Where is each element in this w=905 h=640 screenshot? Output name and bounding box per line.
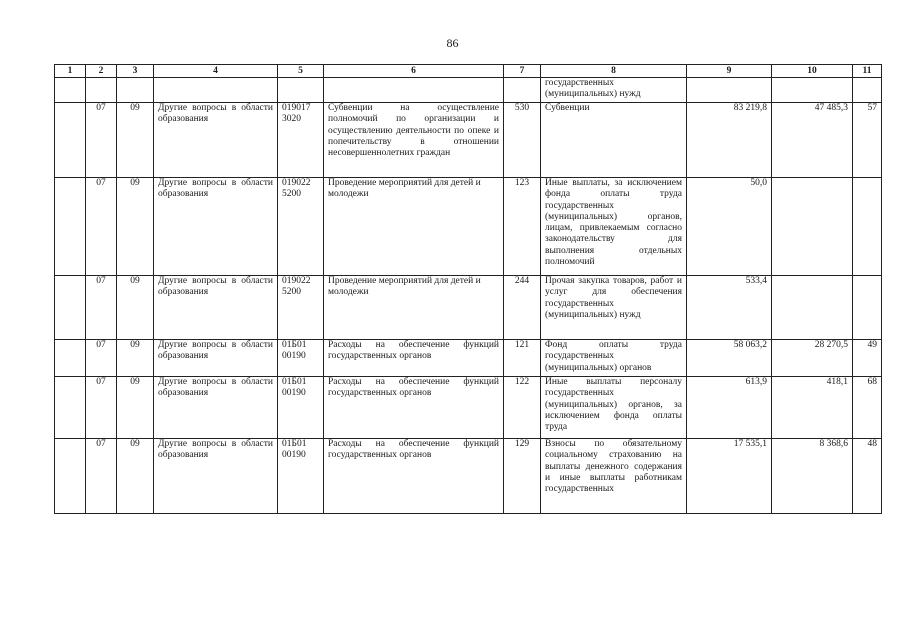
amount-plan-cell: 17 535,1 (687, 439, 772, 514)
section-code-cell: 07 (86, 103, 117, 178)
amount-actual-cell: 28 270,5 (772, 340, 853, 377)
amount-actual-cell (772, 276, 853, 340)
expense-type-cell: государственных (муниципальных) нужд (541, 78, 687, 103)
expense-type-cell: Иные выплаты, за исключением фонда оплаты труда государственных (муниципальных) органов, лицам, привлекаемым согласно законодательству для выполнения отдельных полномочий (541, 178, 687, 276)
amount-actual-cell: 8 368,6 (772, 439, 853, 514)
section-code-cell: 07 (86, 439, 117, 514)
subsection-name-cell: Другие вопросы в области образования (154, 178, 278, 276)
section-code-cell: 07 (86, 178, 117, 276)
table-cell (55, 377, 86, 439)
table-cell (55, 276, 86, 340)
amount-plan-cell: 50,0 (687, 178, 772, 276)
subsection-code-cell: 09 (117, 340, 154, 377)
page-number: 86 (446, 36, 459, 50)
amount-plan-cell: 613,9 (687, 377, 772, 439)
subsection-code-cell: 09 (117, 439, 154, 514)
header-row (55, 65, 882, 78)
col-header: 5 (278, 65, 324, 78)
amount-actual-cell: 47 485,3 (772, 103, 853, 178)
target-article-name-cell: Проведение мероприятий для детей и молодежи (324, 276, 504, 340)
expense-type-cell: Прочая закупка товаров, работ и услуг для обеспечения государственных (муниципальных) нужд (541, 276, 687, 340)
target-article-name-cell: Расходы на обеспечение функций государственных органов (324, 377, 504, 439)
percent-cell: 57 (853, 103, 882, 178)
table-cell (55, 78, 86, 103)
table-cell (772, 78, 853, 103)
percent-cell (853, 276, 882, 340)
expense-type-cell: Взносы по обязательному социальному страхованию на выплаты денежного содержания и иные выплаты работникам государственных (541, 439, 687, 514)
table-cell (853, 78, 882, 103)
col-header: 8 (541, 65, 687, 78)
amount-actual-cell (772, 178, 853, 276)
table-cell (687, 78, 772, 103)
target-article-name-cell: Субвенции на осуществление полномочий по организации и осуществлению деятельности по опеке и попечительству в отношении несовершеннолетних граждан (324, 103, 504, 178)
continuation-row (55, 78, 882, 103)
expense-code-cell: 244 (504, 276, 541, 340)
col-header: 6 (324, 65, 504, 78)
table-row (55, 103, 882, 178)
table-cell (86, 78, 117, 103)
table-row (55, 276, 882, 340)
col-header: 10 (772, 65, 853, 78)
table-row (55, 178, 882, 276)
target-article-cell: 019022 5200 (278, 276, 324, 340)
table-cell (117, 78, 154, 103)
table-cell (55, 103, 86, 178)
expense-code-cell: 122 (504, 377, 541, 439)
target-article-cell: 01Б01 00190 (278, 340, 324, 377)
col-header: 4 (154, 65, 278, 78)
amount-actual-cell: 418,1 (772, 377, 853, 439)
target-article-cell: 01Б01 00190 (278, 377, 324, 439)
col-header: 7 (504, 65, 541, 78)
table-row (55, 439, 882, 514)
target-article-name-cell: Расходы на обеспечение функций государственных органов (324, 439, 504, 514)
budget-table (54, 64, 882, 514)
expense-type-cell: Фонд оплаты труда государственных (муниципальных) органов (541, 340, 687, 377)
target-article-name-cell: Проведение мероприятий для детей и молодежи (324, 178, 504, 276)
expense-code-cell: 123 (504, 178, 541, 276)
col-header: 3 (117, 65, 154, 78)
subsection-name-cell: Другие вопросы в области образования (154, 340, 278, 377)
expense-code-cell: 530 (504, 103, 541, 178)
table-cell (55, 178, 86, 276)
amount-plan-cell: 83 219,8 (687, 103, 772, 178)
percent-cell (853, 178, 882, 276)
expense-code-cell: 121 (504, 340, 541, 377)
target-article-cell: 01Б01 00190 (278, 439, 324, 514)
expense-code-cell: 129 (504, 439, 541, 514)
table-cell (55, 439, 86, 514)
subsection-name-cell: Другие вопросы в области образования (154, 377, 278, 439)
table-row (55, 340, 882, 377)
expense-type-cell: Иные выплаты персоналу государственных (муниципальных) органов, за исключением фонда оплаты труда (541, 377, 687, 439)
subsection-name-cell: Другие вопросы в области образования (154, 439, 278, 514)
target-article-cell: 019022 5200 (278, 178, 324, 276)
col-header: 1 (55, 65, 86, 78)
subsection-code-cell: 09 (117, 103, 154, 178)
subsection-code-cell: 09 (117, 276, 154, 340)
section-code-cell: 07 (86, 276, 117, 340)
table-cell (324, 78, 504, 103)
table-cell (154, 78, 278, 103)
percent-cell: 68 (853, 377, 882, 439)
table-row (55, 377, 882, 439)
subsection-name-cell: Другие вопросы в области образования (154, 103, 278, 178)
target-article-cell: 019017 3020 (278, 103, 324, 178)
percent-cell: 48 (853, 439, 882, 514)
col-header: 9 (687, 65, 772, 78)
target-article-name-cell: Расходы на обеспечение функций государственных органов (324, 340, 504, 377)
subsection-name-cell: Другие вопросы в области образования (154, 276, 278, 340)
amount-plan-cell: 533,4 (687, 276, 772, 340)
subsection-code-cell: 09 (117, 178, 154, 276)
col-header: 11 (853, 65, 882, 78)
subsection-code-cell: 09 (117, 377, 154, 439)
col-header: 2 (86, 65, 117, 78)
table-cell (278, 78, 324, 103)
section-code-cell: 07 (86, 377, 117, 439)
section-code-cell: 07 (86, 340, 117, 377)
amount-plan-cell: 58 063,2 (687, 340, 772, 377)
table-cell (504, 78, 541, 103)
table-cell (55, 340, 86, 377)
percent-cell: 49 (853, 340, 882, 377)
expense-type-cell: Субвенции (541, 103, 687, 178)
